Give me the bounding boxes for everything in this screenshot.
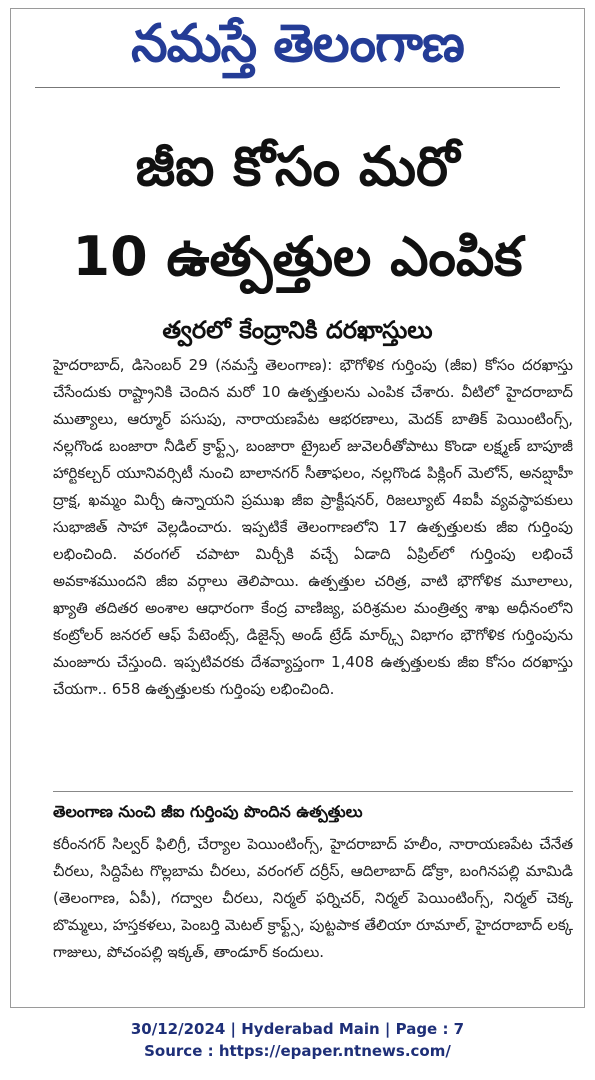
headline-line-2: 10 ఉత్పత్తుల ఎంపిక [72, 225, 523, 288]
article-body: హైదరాబాద్, డిసెంబర్ 29 (నమస్తే తెలంగాణ): భౌగోళిక గుర్తింపు (జీఐ) కోసం దరఖాస్తు చేసేందుకు రాష్ట్రానికి చెందిన మరో 10 ఉత్పత్తులను ఎంపిక చేశారు. వీటిలో హైదరాబాద్ ముత్యాలు, ఆర్మూర్ పసుపు, నారాయణపేట ఆభరణాలు, మెదక్ బాతిక్ పెయింటింగ్స్, నల్లగొండ బంజారా నీడిల్ క్రాఫ్ట్స్, బంజారా ట్రైబల్ జువెలరీతోపాటు కొండా లక్ష్మణ్ బాపూజీ హార్టికల్చర్ యూనివర్సిటీ నుంచి బాలానగర్ సీతాఫలం, నల్లగొండ పిక్లింగ్ మెలోన్, అనబ్షాహీ ద్రాక్ష, ఖమ్మం మిర్చీ ఉన్నాయని ప్రముఖ జీఐ ప్రాక్టీషనర్, రిజల్యూట్ 4ఐపీ వ్యవస్థాపకులు సుభాజిత్ సాహా వెల్లడించారు. ఇప్పటికే తెలంగాణలోని 17 ఉత్పత్తులకు జీఐ గుర్తింపు లభించింది. వరంగల్ చపాటా మిర్చీకి వచ్చే ఏడాది ఏప్రిల్‌లో గుర్తింపు లభించే అవకాశముందని జీఐ వర్గాలు తెలిపాయి. ఉత్పత్తుల చరిత్ర, వాటి భౌగోళిక మూలాలు, ఖ్యాతి తదితర అంశాల ఆధారంగా కేంద్ర వాణిజ్య, పరిశ్రమల మంత్రిత్వ శాఖ అధీనంలోని కంట్రోలర్ జనరల్ ఆఫ్ పేటెంట్స్, డిజైన్స్ అండ్ ట్రేడ్ మార్క్స్ విభాగం భౌగోళిక గుర్తింపును మంజూరు చేస్తుంది. ఇప్పటివరకు దేశవ్యాప్తంగా 1,408 ఉత్పత్తులకు జీఐ కోసం దరఖాస్తు చేయగా.. 658 ఉత్పత్తులకు గుర్తింపు లభించింది. [53, 356, 573, 698]
subheadline: త్వరలో కేంద్రానికి దరఖాస్తులు [162, 316, 433, 344]
footer-source-link[interactable]: Source : https://epaper.ntnews.com/ [144, 1042, 451, 1060]
gi-products-list: కరీంనగర్ సిల్వర్ ఫిలిగ్రీ, చేర్యాల పెయింటింగ్స్, హైదరాబాద్ హలీం, నారాయణపేట చేనేత చీరలు, సిద్దిపేట గొల్లబామ చీరలు, వరంగల్ దర్రీస్, ఆదిలాబాద్ డోక్రా, బంగినపల్లి మామిడి (తెలంగాణ, ఏపీ), గద్వాల చీరలు, నిర్మల్ ఫర్నిచర్, నిర్మల్ పెయింటింగ్స్, నిర్మల్ చెక్క బొమ్మలు, హస్తకళలు, పెంబర్తి మెటల్ క్రాఫ్ట్స్, పుట్టపాక తేలియా రూమాల్, హైదరాబాద్ లక్క గాజులు, పోచంపల్లి ఇక్కత్, తాండూర్ కందులు. [53, 835, 573, 961]
clipping-frame [10, 8, 585, 1008]
footer-date-edition: 30/12/2024 | Hyderabad Main | Page : 7 [130, 1020, 465, 1038]
masthead-logo: నమస్తే తెలంగాణ [131, 14, 464, 74]
masthead-rule [35, 87, 560, 88]
headline-line-1: జీఐ కోసం మరో [135, 135, 460, 198]
section-title: తెలంగాణ నుంచి జీఐ గుర్తింపు పొందిన ఉత్పత్తులు [53, 802, 363, 821]
section-divider [53, 791, 573, 792]
